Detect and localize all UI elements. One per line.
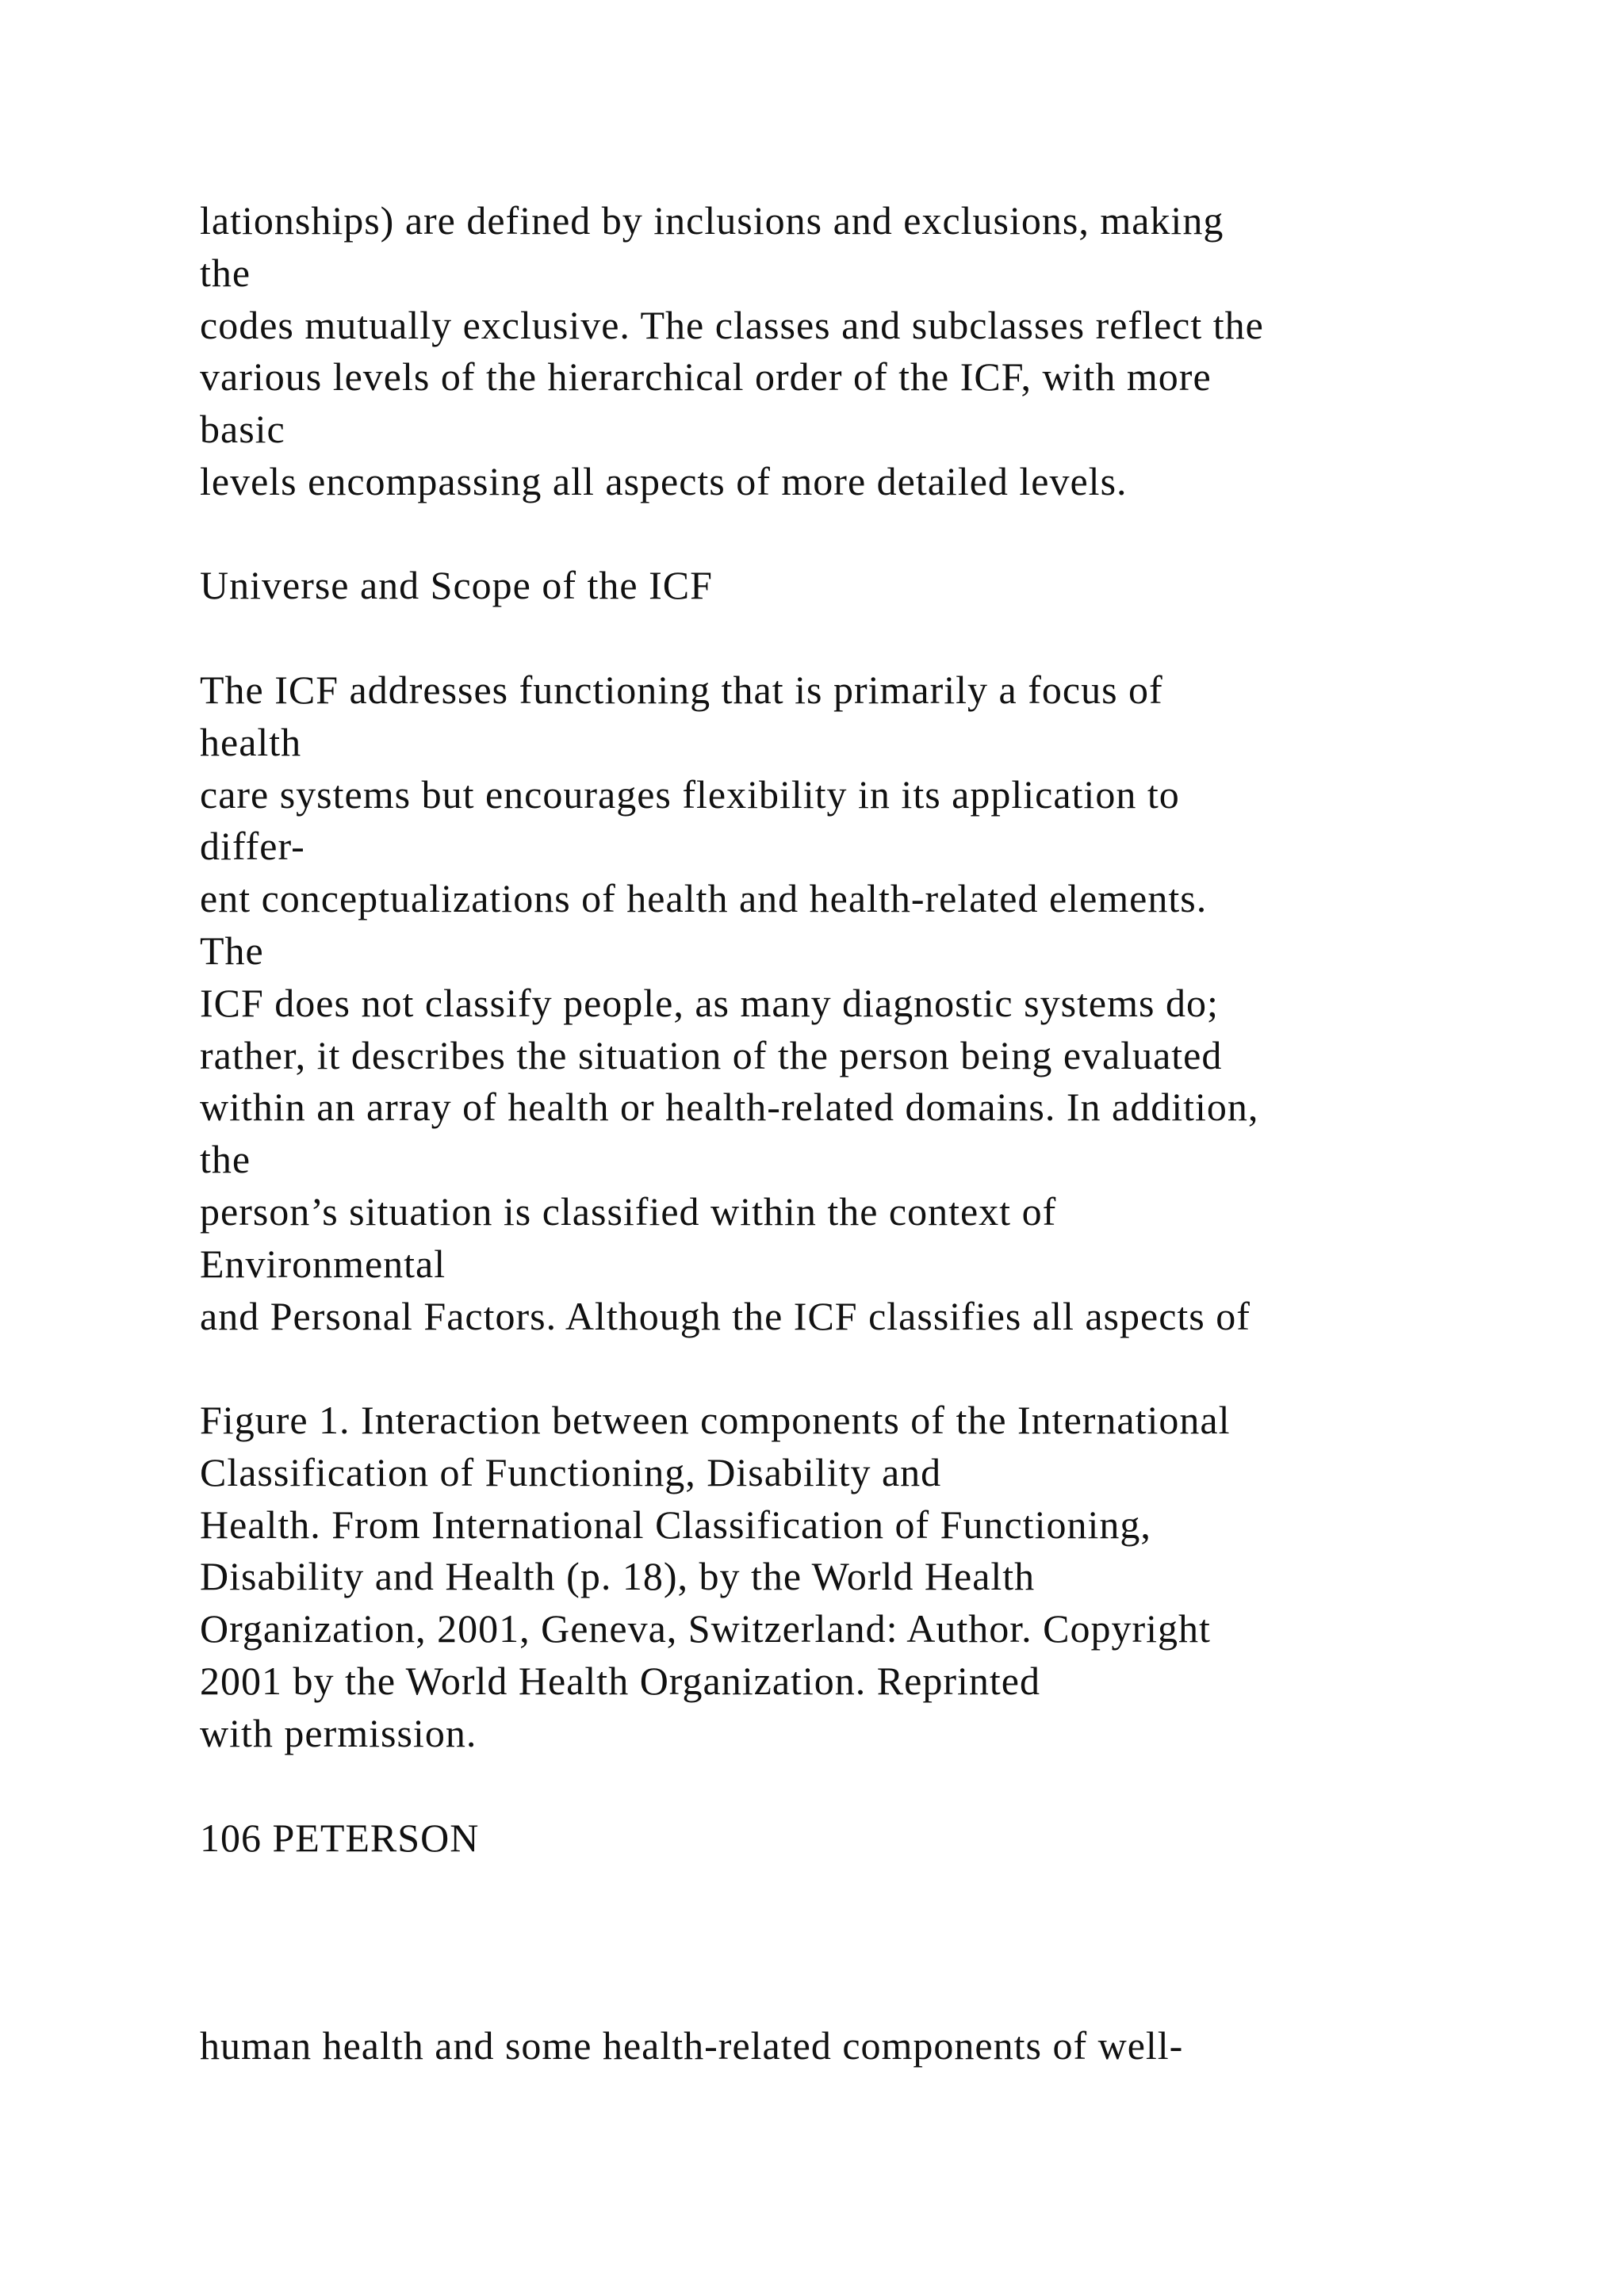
text-line: ent conceptualizations of health and health-related elements. bbox=[200, 876, 1208, 921]
caption-line: Classification of Functioning, Disability and bbox=[200, 1449, 942, 1494]
text-line: the bbox=[200, 1137, 251, 1182]
text-line: Environmental bbox=[200, 1241, 446, 1286]
section-heading bbox=[200, 560, 713, 612]
caption-line: with permission. bbox=[200, 1710, 477, 1755]
figure-caption bbox=[200, 1395, 1230, 1760]
text-line: within an array of health or health-related domains. In addition, bbox=[200, 1085, 1259, 1130]
text-line: person’s situation is classified within the context of bbox=[200, 1188, 1057, 1234]
text-line: and Personal Factors. Although the ICF classifies all aspects of bbox=[200, 1293, 1251, 1338]
text-line: the bbox=[200, 250, 251, 295]
text-line: various levels of the hierarchical order of the ICF, with more bbox=[200, 354, 1212, 400]
text-line: health bbox=[200, 719, 302, 764]
caption-line: Figure 1. Interaction between components of the International bbox=[200, 1398, 1231, 1442]
text-line: ICF does not classify people, as many diagnostic systems do; bbox=[200, 980, 1219, 1025]
caption-line: 2001 by the World Health Organization. Reprinted bbox=[200, 1658, 1040, 1703]
text-line: codes mutually exclusive. The classes and subclasses reflect the bbox=[200, 302, 1264, 347]
text-line: human health and some health-related components of well- bbox=[200, 2023, 1184, 2068]
text-line: rather, it describes the situation of the person being evaluated bbox=[200, 1032, 1223, 1077]
page-number-author: 106 PETERSON bbox=[200, 1816, 480, 1860]
text-line: levels encompassing all aspects of more detailed levels. bbox=[200, 458, 1128, 503]
caption-line: Disability and Health (p. 18), by the World Health bbox=[200, 1554, 1036, 1599]
paragraph-scope bbox=[200, 664, 1258, 1342]
text-line: The bbox=[200, 928, 264, 973]
running-footer bbox=[200, 1812, 479, 1865]
paragraph-continuation bbox=[200, 2020, 1183, 2072]
text-line: The ICF addresses functioning that is primarily a focus of bbox=[200, 668, 1163, 712]
caption-line: Organization, 2001, Geneva, Switzerland: Author. Copyright bbox=[200, 1606, 1211, 1651]
text-line: care systems but encourages flexibility in its application to bbox=[200, 771, 1180, 817]
text-line: lationships) are defined by inclusions and exclusions, making bbox=[200, 198, 1224, 243]
heading-line: Universe and Scope of the ICF bbox=[200, 563, 713, 607]
caption-line: Health. From International Classification of Functioning, bbox=[200, 1502, 1151, 1547]
text-line: basic bbox=[200, 407, 285, 452]
paragraph-intro bbox=[200, 195, 1264, 508]
text-line: differ- bbox=[200, 824, 305, 869]
